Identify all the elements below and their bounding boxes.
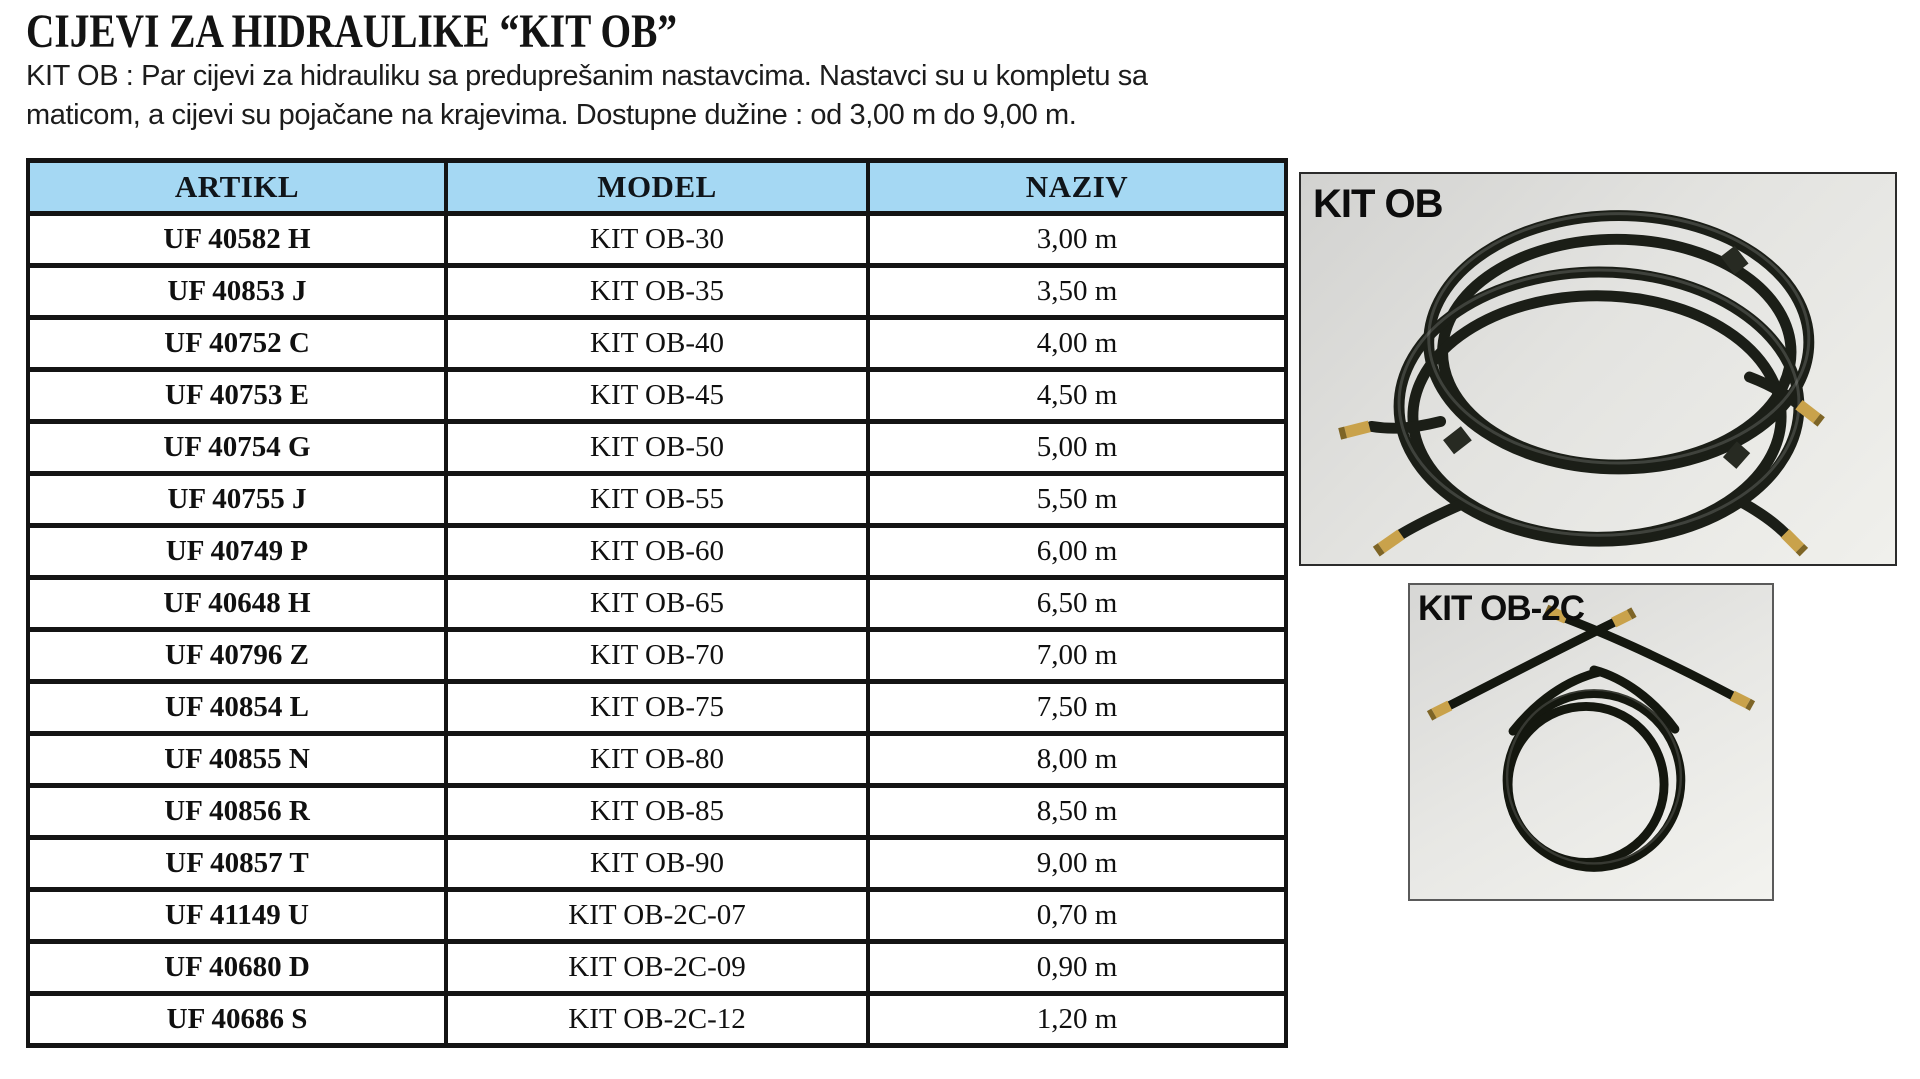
naziv-cell: 7,50 m xyxy=(868,682,1286,734)
photo-kit-ob-2c xyxy=(1408,583,1774,901)
model-cell: KIT OB-35 xyxy=(446,266,868,318)
table-row xyxy=(28,838,1286,890)
model-cell: KIT OB-45 xyxy=(446,370,868,422)
naziv-cell: 3,50 m xyxy=(868,266,1286,318)
table-row xyxy=(28,734,1286,786)
photo-kit-ob xyxy=(1299,172,1897,566)
table-row xyxy=(28,578,1286,630)
artikl-cell: UF 40856 R xyxy=(28,786,446,838)
artikl-cell: UF 40854 L xyxy=(28,682,446,734)
model-cell: KIT OB-30 xyxy=(446,214,868,266)
model-cell: KIT OB-85 xyxy=(446,786,868,838)
kit-ob-hose-illustration xyxy=(1301,174,1895,564)
table-row xyxy=(28,682,1286,734)
artikl-cell: UF 41149 U xyxy=(28,890,446,942)
model-cell: KIT OB-55 xyxy=(446,474,868,526)
table-row xyxy=(28,266,1286,318)
artikl-cell: UF 40857 T xyxy=(28,838,446,890)
model-cell: KIT OB-70 xyxy=(446,630,868,682)
model-cell: KIT OB-2C-12 xyxy=(446,994,868,1046)
photo-kit-ob-label: KIT OB xyxy=(1313,182,1443,226)
kit-ob-2c-hose-illustration xyxy=(1410,585,1772,899)
model-cell: KIT OB-65 xyxy=(446,578,868,630)
table-row xyxy=(28,214,1286,266)
model-cell: KIT OB-90 xyxy=(446,838,868,890)
artikl-cell: UF 40753 E xyxy=(28,370,446,422)
naziv-cell: 5,00 m xyxy=(868,422,1286,474)
naziv-cell: 4,00 m xyxy=(868,318,1286,370)
naziv-cell: 1,20 m xyxy=(868,994,1286,1046)
model-cell: KIT OB-75 xyxy=(446,682,868,734)
naziv-cell: 0,70 m xyxy=(868,890,1286,942)
artikl-cell: UF 40855 N xyxy=(28,734,446,786)
table-row xyxy=(28,890,1286,942)
table-header-row xyxy=(28,161,1286,214)
photo-kit-ob-2c-label: KIT OB-2C xyxy=(1418,589,1584,628)
artikl-cell: UF 40755 J xyxy=(28,474,446,526)
artikl-cell: UF 40582 H xyxy=(28,214,446,266)
table-row xyxy=(28,630,1286,682)
description-line-1: KIT OB : Par cijevi za hidrauliku sa preduprešanim nastavcima. Nastavci su u kompletu sa xyxy=(26,60,1148,92)
naziv-cell: 7,00 m xyxy=(868,630,1286,682)
naziv-cell: 8,00 m xyxy=(868,734,1286,786)
naziv-cell: 8,50 m xyxy=(868,786,1286,838)
naziv-cell: 0,90 m xyxy=(868,942,1286,994)
naziv-cell: 6,00 m xyxy=(868,526,1286,578)
model-cell: KIT OB-60 xyxy=(446,526,868,578)
model-cell: KIT OB-80 xyxy=(446,734,868,786)
table-row xyxy=(28,526,1286,578)
table-row xyxy=(28,942,1286,994)
page-title: CIJEVI ZA HIDRAULIKE “KIT OB” xyxy=(26,5,678,58)
naziv-cell: 4,50 m xyxy=(868,370,1286,422)
table-row xyxy=(28,422,1286,474)
artikl-cell: UF 40754 G xyxy=(28,422,446,474)
table-body xyxy=(28,214,1286,1046)
model-cell: KIT OB-2C-09 xyxy=(446,942,868,994)
column-header-model: MODEL xyxy=(446,161,868,214)
model-cell: KIT OB-50 xyxy=(446,422,868,474)
naziv-cell: 6,50 m xyxy=(868,578,1286,630)
artikl-cell: UF 40648 H xyxy=(28,578,446,630)
artikl-cell: UF 40796 Z xyxy=(28,630,446,682)
table-row xyxy=(28,318,1286,370)
table-row xyxy=(28,786,1286,838)
model-cell: KIT OB-40 xyxy=(446,318,868,370)
artikl-cell: UF 40853 J xyxy=(28,266,446,318)
naziv-cell: 5,50 m xyxy=(868,474,1286,526)
artikl-cell: UF 40752 C xyxy=(28,318,446,370)
artikl-cell: UF 40749 P xyxy=(28,526,446,578)
table-row xyxy=(28,474,1286,526)
naziv-cell: 3,00 m xyxy=(868,214,1286,266)
column-header-artikl: ARTIKL xyxy=(28,161,446,214)
column-header-naziv: NAZIV xyxy=(868,161,1286,214)
naziv-cell: 9,00 m xyxy=(868,838,1286,890)
table-row xyxy=(28,370,1286,422)
artikl-cell: UF 40680 D xyxy=(28,942,446,994)
table-row xyxy=(28,994,1286,1046)
description-line-2: maticom, a cijevi su pojačane na krajevima. Dostupne dužine : od 3,00 m do 9,00 m. xyxy=(26,99,1077,131)
product-table xyxy=(26,158,1288,1048)
description xyxy=(26,57,1148,135)
model-cell: KIT OB-2C-07 xyxy=(446,890,868,942)
artikl-cell: UF 40686 S xyxy=(28,994,446,1046)
